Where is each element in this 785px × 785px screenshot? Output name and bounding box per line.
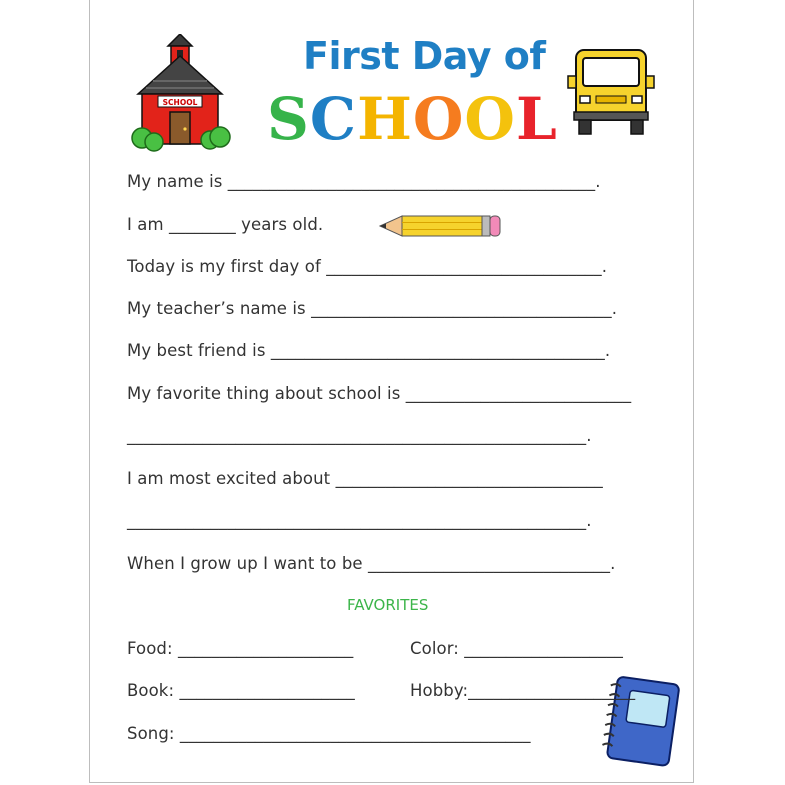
title-letter: L (515, 85, 558, 153)
favorites-heading: FAVORITES (347, 596, 429, 614)
prompt-favorite-thing[interactable]: My favorite thing about school is ___________________________ (127, 384, 632, 403)
pencil-icon (378, 210, 502, 240)
favorite-song[interactable]: Song: __________________________________________ (127, 724, 531, 743)
prompt-grow-up[interactable]: When I grow up I want to be _____________________________. (127, 554, 616, 573)
title-letter: C (309, 85, 358, 153)
title-letter: O (412, 85, 465, 153)
prompt-excited-continued[interactable]: _______________________________________________________. (127, 511, 592, 530)
schoolhouse-icon (128, 34, 232, 152)
title-school (267, 85, 558, 153)
prompt-favorite-thing-continued[interactable]: _______________________________________________________. (127, 426, 592, 445)
favorite-hobby[interactable]: Hobby:____________________ (410, 681, 636, 700)
title-letter: H (357, 85, 413, 153)
prompt-first-day[interactable]: Today is my first day of _________________________________. (127, 257, 608, 276)
schoolhouse-sign: SCHOOL (162, 98, 198, 107)
prompt-age[interactable]: I am ________ years old. (127, 215, 324, 234)
school-bus-icon (566, 46, 666, 140)
prompt-teacher[interactable]: My teacher’s name is ____________________________________. (127, 299, 618, 318)
favorite-book[interactable]: Book: _____________________ (127, 681, 355, 700)
title-letter: S (267, 85, 310, 153)
title-first-day-of: First Day of (303, 34, 546, 78)
title-letter: O (464, 85, 516, 153)
prompt-best-friend[interactable]: My best friend is ________________________________________. (127, 341, 611, 360)
prompt-name[interactable]: My name is ____________________________________________. (127, 172, 601, 191)
favorite-food[interactable]: Food: _____________________ (127, 639, 354, 658)
prompt-excited[interactable]: I am most excited about ________________________________ (127, 469, 603, 488)
favorite-color[interactable]: Color: ___________________ (410, 639, 623, 658)
